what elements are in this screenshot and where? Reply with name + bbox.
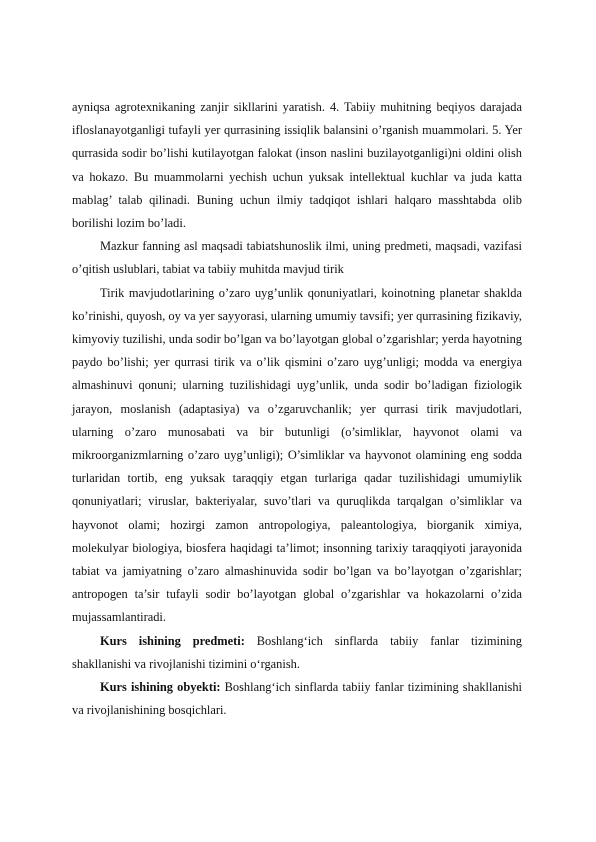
course-object-term: Kurs ishining obyekti: xyxy=(100,680,221,695)
course-subject-term: Kurs ishining predmeti: xyxy=(100,633,245,648)
paragraph-global-problems: ayniqsa agrotexnikaning zanjir sikllarini yaratish. 4. Tabiiy muhitning beqiyos darajada ifloslanayotganligi tufayli yer qurrasining issiqlik balansini o’rganish muammolari. 5. Yer qurrasida sodir bo’lishi kutilayotgan falokat (inson naslini buzilayotganligi)ni oldini olish va hokazo. Bu muammolarni yechish uchun yuksak intellektual kuchlar va juda katta mablag’ talab qilinadi. Buning uchun ilmiy tadqiqot ishlari halqaro masshtabda olib borilishi lozim bo’ladi. xyxy=(72,100,522,231)
course-subject-text: Boshlang‘ich sinflarda tabiiy fanlar tizimining shakllanishi va rivojlanishi tizimini o‘rganish. xyxy=(72,633,522,671)
paragraph-course-subject xyxy=(72,630,522,676)
course-object-text: Boshlang‘ich sinflarda tabiiy fanlar tizimining shakllanishi va rivojlanishining bosqichlari. xyxy=(72,680,522,718)
paragraph-course-object xyxy=(72,676,522,722)
paragraph-subject-goal: Mazkur fanning asl maqsadi tabiatshunoslik ilmi, uning predmeti, maqsadi, vazifasi o’qitish uslublari, tabiat va tabiiy muhitda mavjud tirik xyxy=(72,239,522,277)
paragraph-living-organisms: Tirik mavjudotlarining o’zaro uyg’unlik qonuniyatlari, koinotning planetar shaklda ko’rinishi, quyosh, oy va yer sayyorasi, ularning umumiy tavsifi; yer qurrasining fizikaviy, kimyoviy tuzilishi, unda sodir bo’lgan va bo’layotgan global o’zgarishlar; yerda hayotning paydo bo’lishi; yer qurrasi tirik va o’lik qismini o’zaro uyg’unligi; modda va energiya almashinuvi qonuni; ularning tuzilishidagi uyg’unlik, unda sodir bo’ladigan fiziologik jarayon, moslanish (adaptasiya) va o’zgaruvchanlik; yer qurrasi tirik mavjudotlari, ularning o’zaro munosabati va bir butunligi (o’simliklar, hayvonot olami va mikroorganizmlarning o’zaro uyg’unligi); O’simliklar va hayvonot olamining eng sodda turlaridan tortib, eng yuksak taraqqiy etgan turlariga qadar tuzilishidagi umumiylik qonuniyatlari; viruslar, bakteriyalar, suvo’tlari va quruqlikda tarqalgan o’simliklar va hayvonot olami; hozirgi zamon antropologiya, paleantologiya, biorganik ximiya, molekulyar biologiya, biosfera haqidagi ta’limot; insonning tarixiy taraqqiyoti jarayonida tabiat va jamiyatning o’zaro almashinuvida sodir bo’lgan va bo’layotgan o’zgarishlar; antropogen ta’sir tufayli sodir bo’layotgan global o’zgarishlar va hokazolarni o’zida mujassamlantiradi. xyxy=(72,285,522,625)
document-page xyxy=(72,96,522,722)
